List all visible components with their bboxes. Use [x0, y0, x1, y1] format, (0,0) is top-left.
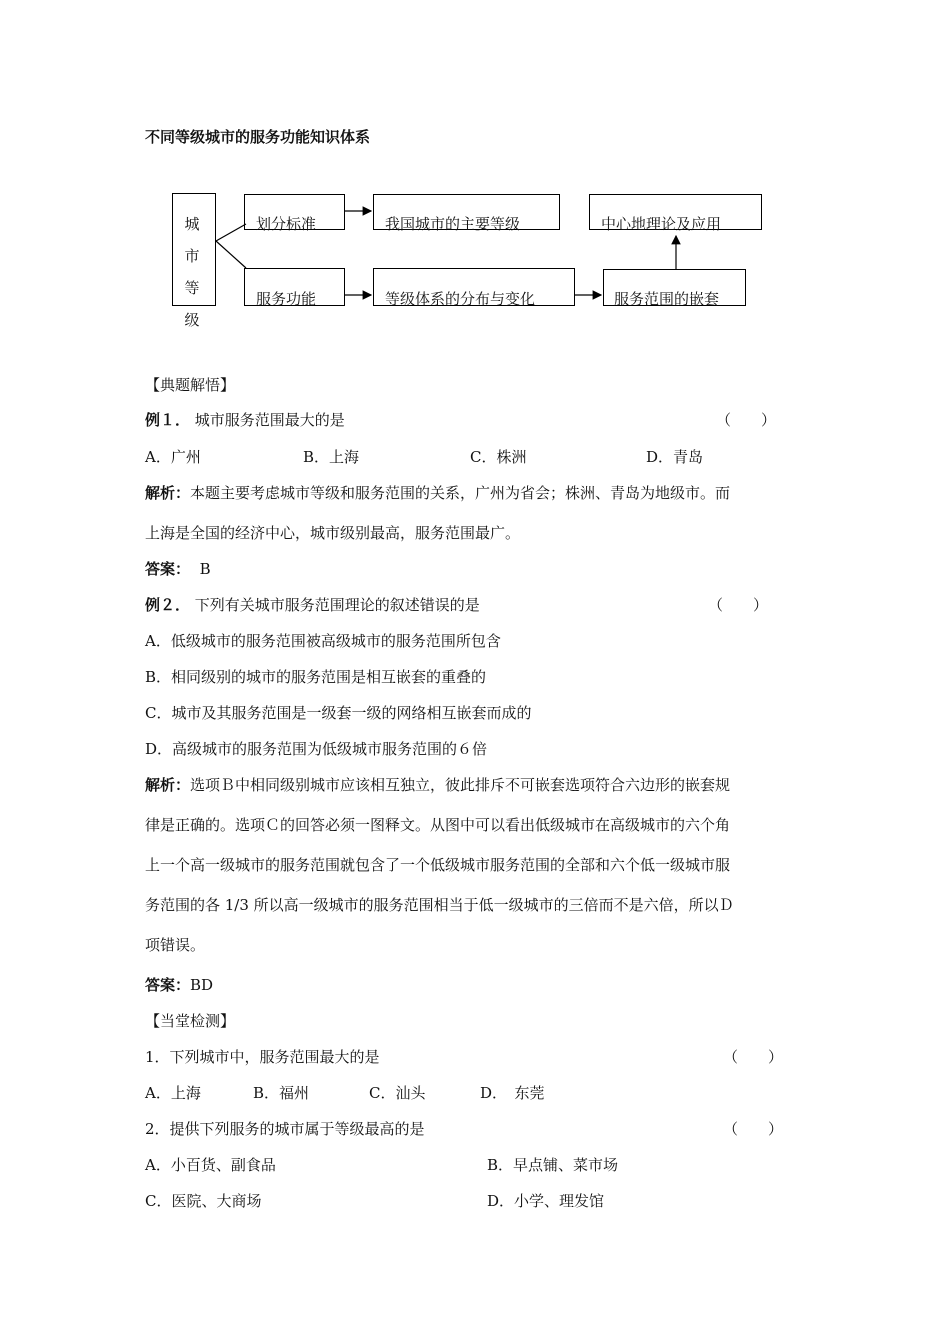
- root-char: 级: [184, 311, 200, 329]
- analysis-text: 务范围的各 1/3 所以高一级城市的服务范围相当于低一级城市的三倍而不是六倍，所以Ｄ: [145, 896, 734, 914]
- question-2: 2．提供下列服务的城市属于等级最高的是: [145, 1120, 425, 1138]
- analysis-label: 解析：: [145, 776, 191, 794]
- answer-value: B: [199, 560, 211, 578]
- analysis-text: 上海是全国的经济中心，城市级别最高，服务范围最广。: [145, 524, 521, 542]
- distribution-label: 等级体系的分布与变化: [385, 290, 536, 308]
- example-1-bracket: （ ）: [716, 411, 777, 429]
- option-a: A．广州: [145, 448, 201, 466]
- service-function-label: 服务功能: [256, 290, 317, 308]
- option-c: C．汕头: [369, 1084, 426, 1102]
- example-2-bracket: （ ）: [708, 596, 769, 614]
- option-b: B．早点铺、菜市场: [487, 1156, 619, 1174]
- option-d: D． 东莞: [480, 1084, 545, 1102]
- analysis-text: 项错误。: [145, 936, 206, 954]
- option-d: D．小学、理发馆: [487, 1192, 605, 1210]
- example-1-label: 例１．: [145, 411, 191, 429]
- option-b: B．上海: [303, 448, 360, 466]
- analysis-text: 本题主要考虑城市等级和服务范围的关系，广州为省会；株洲、青岛为地级市。而: [190, 484, 731, 502]
- option-a: A．低级城市的服务范围被高级城市的服务范围所包含: [145, 632, 501, 650]
- answer-value: BD: [190, 976, 214, 994]
- analysis-text: 选项Ｂ中相同级别城市应该相互独立，彼此排斥不可嵌套选项符合六边形的嵌套规: [190, 776, 731, 794]
- nesting-label: 服务范围的嵌套: [614, 290, 720, 308]
- example-2-analysis: [145, 774, 730, 795]
- branch-line-upper: [216, 224, 246, 241]
- branch-line-lower: [216, 241, 246, 268]
- root-char: 城: [184, 215, 200, 233]
- option-d: D．高级城市的服务范围为低级城市服务范围的６倍: [145, 740, 488, 758]
- option-a: A．上海: [145, 1084, 201, 1102]
- section-heading: 【典题解悟】: [145, 376, 236, 394]
- page-title: 不同等级城市的服务功能知识体系: [145, 128, 371, 146]
- main-levels-label: 我国城市的主要等级: [385, 215, 521, 233]
- example-2-label: 例２．: [145, 596, 191, 614]
- example-2-question: [145, 594, 480, 615]
- option-c: C．城市及其服务范围是一级套一级的网络相互嵌套而成的: [145, 704, 532, 722]
- section-heading: 【当堂检测】: [145, 1012, 236, 1030]
- option-b: B．相同级别的城市的服务范围是相互嵌套的重叠的: [145, 668, 487, 686]
- question-2-bracket: （ ）: [723, 1120, 784, 1138]
- analysis-text: 律是正确的。选项Ｃ的回答必须一图释文。从图中可以看出低级城市在高级城市的六个角: [145, 816, 731, 834]
- option-c: C．株洲: [470, 448, 527, 466]
- example-1-analysis: [145, 482, 730, 503]
- analysis-label: 解析：: [145, 484, 191, 502]
- example-1-answer: [145, 558, 211, 579]
- criteria-label: 划分标准: [256, 215, 317, 233]
- answer-label: 答案：: [145, 976, 191, 994]
- option-a: A．小百货、副食品: [145, 1156, 276, 1174]
- question-1: 1．下列城市中，服务范围最大的是: [145, 1048, 380, 1066]
- central-place-label: 中心地理论及应用: [601, 215, 722, 233]
- option-b: B．福州: [253, 1084, 310, 1102]
- example-2-answer: [145, 974, 213, 995]
- option-c: C．医院、大商场: [145, 1192, 262, 1210]
- example-1-text: 城市服务范围最大的是: [194, 411, 345, 429]
- answer-label: 答案：: [145, 560, 191, 578]
- example-2-text: 下列有关城市服务范围理论的叙述错误的是: [194, 596, 480, 614]
- analysis-text: 上一个高一级城市的服务范围就包含了一个低级城市服务范围的全部和六个低一级城市服: [145, 856, 731, 874]
- root-char: 等: [184, 279, 200, 297]
- option-d: D．青岛: [646, 448, 704, 466]
- root-char: 市: [184, 247, 200, 265]
- question-1-bracket: （ ）: [723, 1048, 784, 1066]
- example-1-question: [145, 409, 345, 430]
